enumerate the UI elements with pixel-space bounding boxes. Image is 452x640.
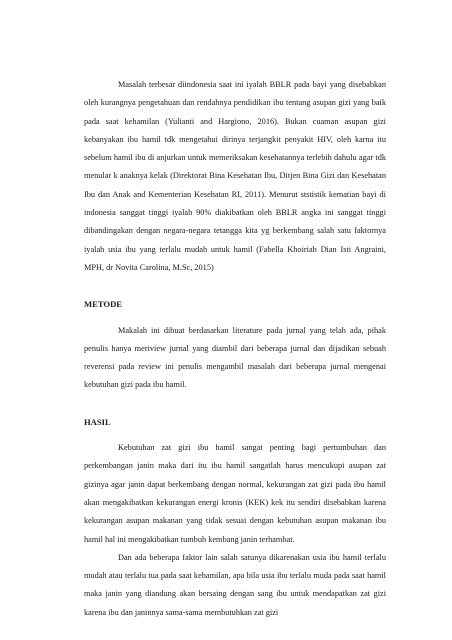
page-body bbox=[84, 76, 386, 622]
metode-paragraph: Makalah ini dibuat berdasarkan literature pada jurnal yang telah ada, pihak penulis hanya meriview jurnal yang diambil dari beberapa jurnal dan dijadikan sebuah reverensi pada review ini penulis mengambil masalah dari beberapa jurnal mengenai kebutuhan gizi pada ibu hamil. bbox=[84, 325, 386, 390]
hasil-paragraph-1: Kebutuhan zat gizi ibu hamil sangat penting bagi pertumbuhan dan perkembangan janin maka dari itu ibu hamil sangatlah harus mencukupi asupan zat gizinya agar janin dapat berkembang dengan normal, kekurangan zat gizi pada ibu hamil akan mengakibatkan kekurangan energi kronis (KEK) kek itu sendiri disebabkan karena kekurangan asupan makanan yang tidak sesuai dengan kebutuhan asupan makanan ibu hamil hal ini mengakibatkan tumbuh kembang janin terhambat. bbox=[84, 443, 386, 544]
hasil-paragraph-2: Dan ada beberapa faktor lain salah satunya dikarenakan usia ibu hamil terlalu mudah atau terlalu tua pada saat kehamilan, apa bila usia ibu terlalu muda pada saat hamil maka janin yang diandung akan bersaing dengan sang ibu untuk mendapatkan zat gizi karena ibu dan janinnya sama-sama membutuhkan zat gizi bbox=[84, 552, 386, 617]
hasil-heading: HASIL bbox=[84, 416, 111, 427]
section-spacer bbox=[84, 277, 386, 295]
heading-spacer bbox=[84, 314, 386, 322]
section-spacer bbox=[84, 395, 386, 413]
heading-spacer bbox=[84, 431, 386, 439]
intro-paragraph: Masalah terbesar diindonesia saat ini iyalah BBLR pada bayi yang disebabkan oleh kurangnya pengetahuan dan rendahnya pendidikan ibu tentang asupan gizi yang baik pada saat kehamilan (Yulianti and Hargiono, 2016). Bukan cuaman asupan gizi kebanyakan ibu hamil tdk mengetahui dirinya terjangkit penyakit HIV, oleh karna itu sebelum hamil ibu di anjurkan untuk memeriksakan kesehatannya terlebih dahulu agar tdk menular k anaknya kelak (Direktorat Bina Kesehatan Ibu, Ditjen Bina Gizi dan Kesehatan Ibu dan Anak and Kementerian Kesehatan RI, 2011). Menurut ststistik kematian bayi di indonesia sanggat tinggi iyalah 90% diakibatkan oleh BBLR angka ini sanggat tinggi dibandingakan dengan negara-negara tetangga kita yg berkembang salah satu faktornya iyalah usia ibu yang terlalu mudah untuk hamil (Fabella Khoiriah Dian Isti Angraini, MPH, dr Novita Carolina, M.Sc, 2015) bbox=[84, 80, 386, 272]
metode-heading: METODE bbox=[84, 299, 123, 310]
